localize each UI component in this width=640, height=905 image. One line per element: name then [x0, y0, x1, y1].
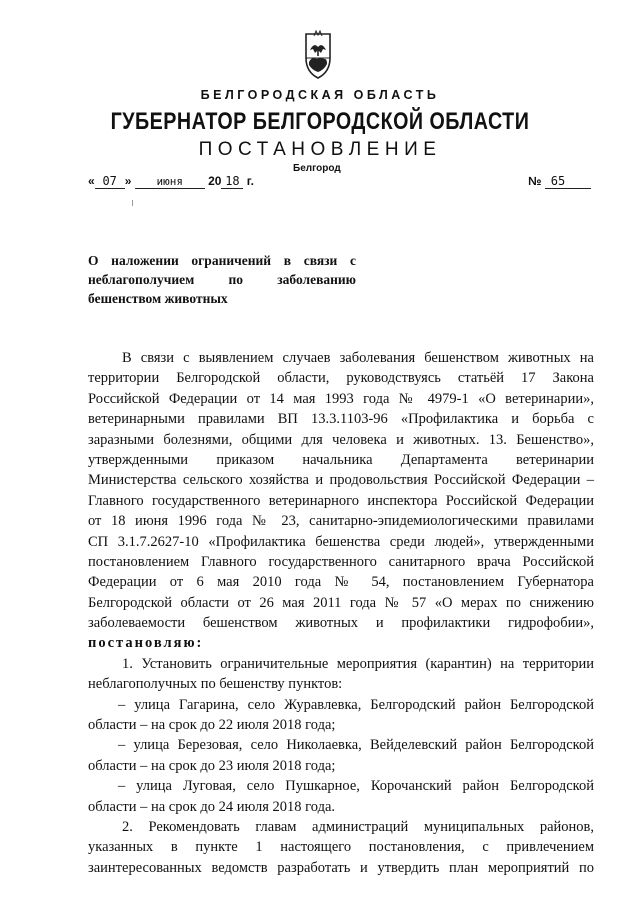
- scan-mark: [132, 200, 133, 206]
- date-day: 07: [95, 174, 125, 189]
- body-line: – улица Гагарина, село Журавлевка, Белгородский район Белгородской: [118, 696, 594, 713]
- body-line: области – на срок до 23 июля 2018 года;: [88, 757, 336, 774]
- body-line: 1. Установить ограничительные мероприятия (карантин) на территории: [122, 655, 594, 672]
- body-line: Российской Федерации от 14 мая 1993 года № 4979-1 «О ветеринарии»,: [88, 390, 594, 407]
- body-line: неблагополучных по бешенству пунктов:: [88, 676, 343, 693]
- body-line: постановлением Главного государственного санитарного врача Российской: [88, 553, 594, 570]
- body-line: – улица Березовая, село Николаевка, Вейделевский район Белгородской: [118, 737, 594, 754]
- body-line: заболеваемости бешенством животных и профилактики гидрофобии»,: [88, 615, 594, 632]
- subject-line: неблагополучием по заболеванию: [88, 272, 356, 287]
- body-line: СП 3.1.7.2627-10 «Профилактика бешенства среди людей», утвержденными: [88, 533, 594, 550]
- body-line: – улица Луговая, село Пушкарное, Корочанский район Белгородской: [118, 778, 594, 795]
- subject-line: О наложении ограничений в связи с: [88, 253, 356, 268]
- number-label: №: [528, 174, 542, 188]
- body-line: ветеринарными правилами ВП 13.3.1103-96 «Профилактика и борьба с: [88, 411, 594, 428]
- document-type-title: ПОСТАНОВЛЕНИЕ: [198, 139, 442, 160]
- date-year-prefix: 20: [208, 174, 222, 188]
- date-month: июня: [135, 175, 205, 189]
- body-line: территории Белгородской области, руководствуясь статьёй 17 Закона: [88, 370, 594, 387]
- body-line: Федерации от 6 мая 2010 года № 54, постановлением Губернатора: [88, 574, 594, 591]
- body-line: Белгородской области от 26 мая 2011 года № 57 «О мерах по снижению: [88, 594, 594, 611]
- date-year-suffix: 18: [221, 174, 243, 189]
- number-value: 65: [545, 174, 591, 189]
- body-line: области – на срок до 22 июля 2018 года;: [88, 717, 336, 734]
- subject-line: бешенством животных: [88, 291, 228, 306]
- belgorod-coat-of-arms-icon: [298, 28, 338, 80]
- date-year-label: г.: [246, 174, 254, 188]
- governor-title: ГУБЕРНАТОР БЕЛГОРОДСКОЙ ОБЛАСТИ: [110, 108, 530, 135]
- body-line: Министерства сельского хозяйства и продовольствия Российской Федерации –: [88, 472, 594, 489]
- date-line: [88, 174, 254, 189]
- document-body: [88, 348, 594, 878]
- subject-heading: [88, 251, 356, 308]
- region-title: БЕЛГОРОДСКАЯ ОБЛАСТЬ: [200, 88, 440, 102]
- body-line: заинтересованных ведомств разработать и утвердить план мероприятий по: [88, 859, 594, 876]
- body-line: указанных в пункте 1 настоящего постановления, с привлечением: [88, 839, 594, 856]
- date-close-quote: »: [124, 174, 132, 188]
- body-line: утвержденными приказом начальника Департамента ветеринарии: [88, 451, 594, 468]
- body-line: области – на срок до 24 июля 2018 года.: [88, 798, 336, 815]
- city-label: Белгород: [293, 163, 341, 174]
- body-line: В связи с выявлением случаев заболевания бешенством животных на: [122, 350, 594, 366]
- document-number-line: [528, 174, 591, 189]
- date-open-quote: «: [88, 174, 95, 188]
- body-line: заразными болезнями, общими для человека и животных. 13. Бешенство»,: [88, 431, 594, 448]
- body-line: от 18 июня 1996 года № 23, санитарно-эпидемиологическими правилами: [88, 513, 594, 530]
- body-line: Главного государственного ветеринарного инспектора Российской Федерации: [88, 492, 594, 509]
- decree-resolution-word: постановляю:: [88, 635, 204, 652]
- body-line: 2. Рекомендовать главам администраций муниципальных районов,: [122, 818, 594, 835]
